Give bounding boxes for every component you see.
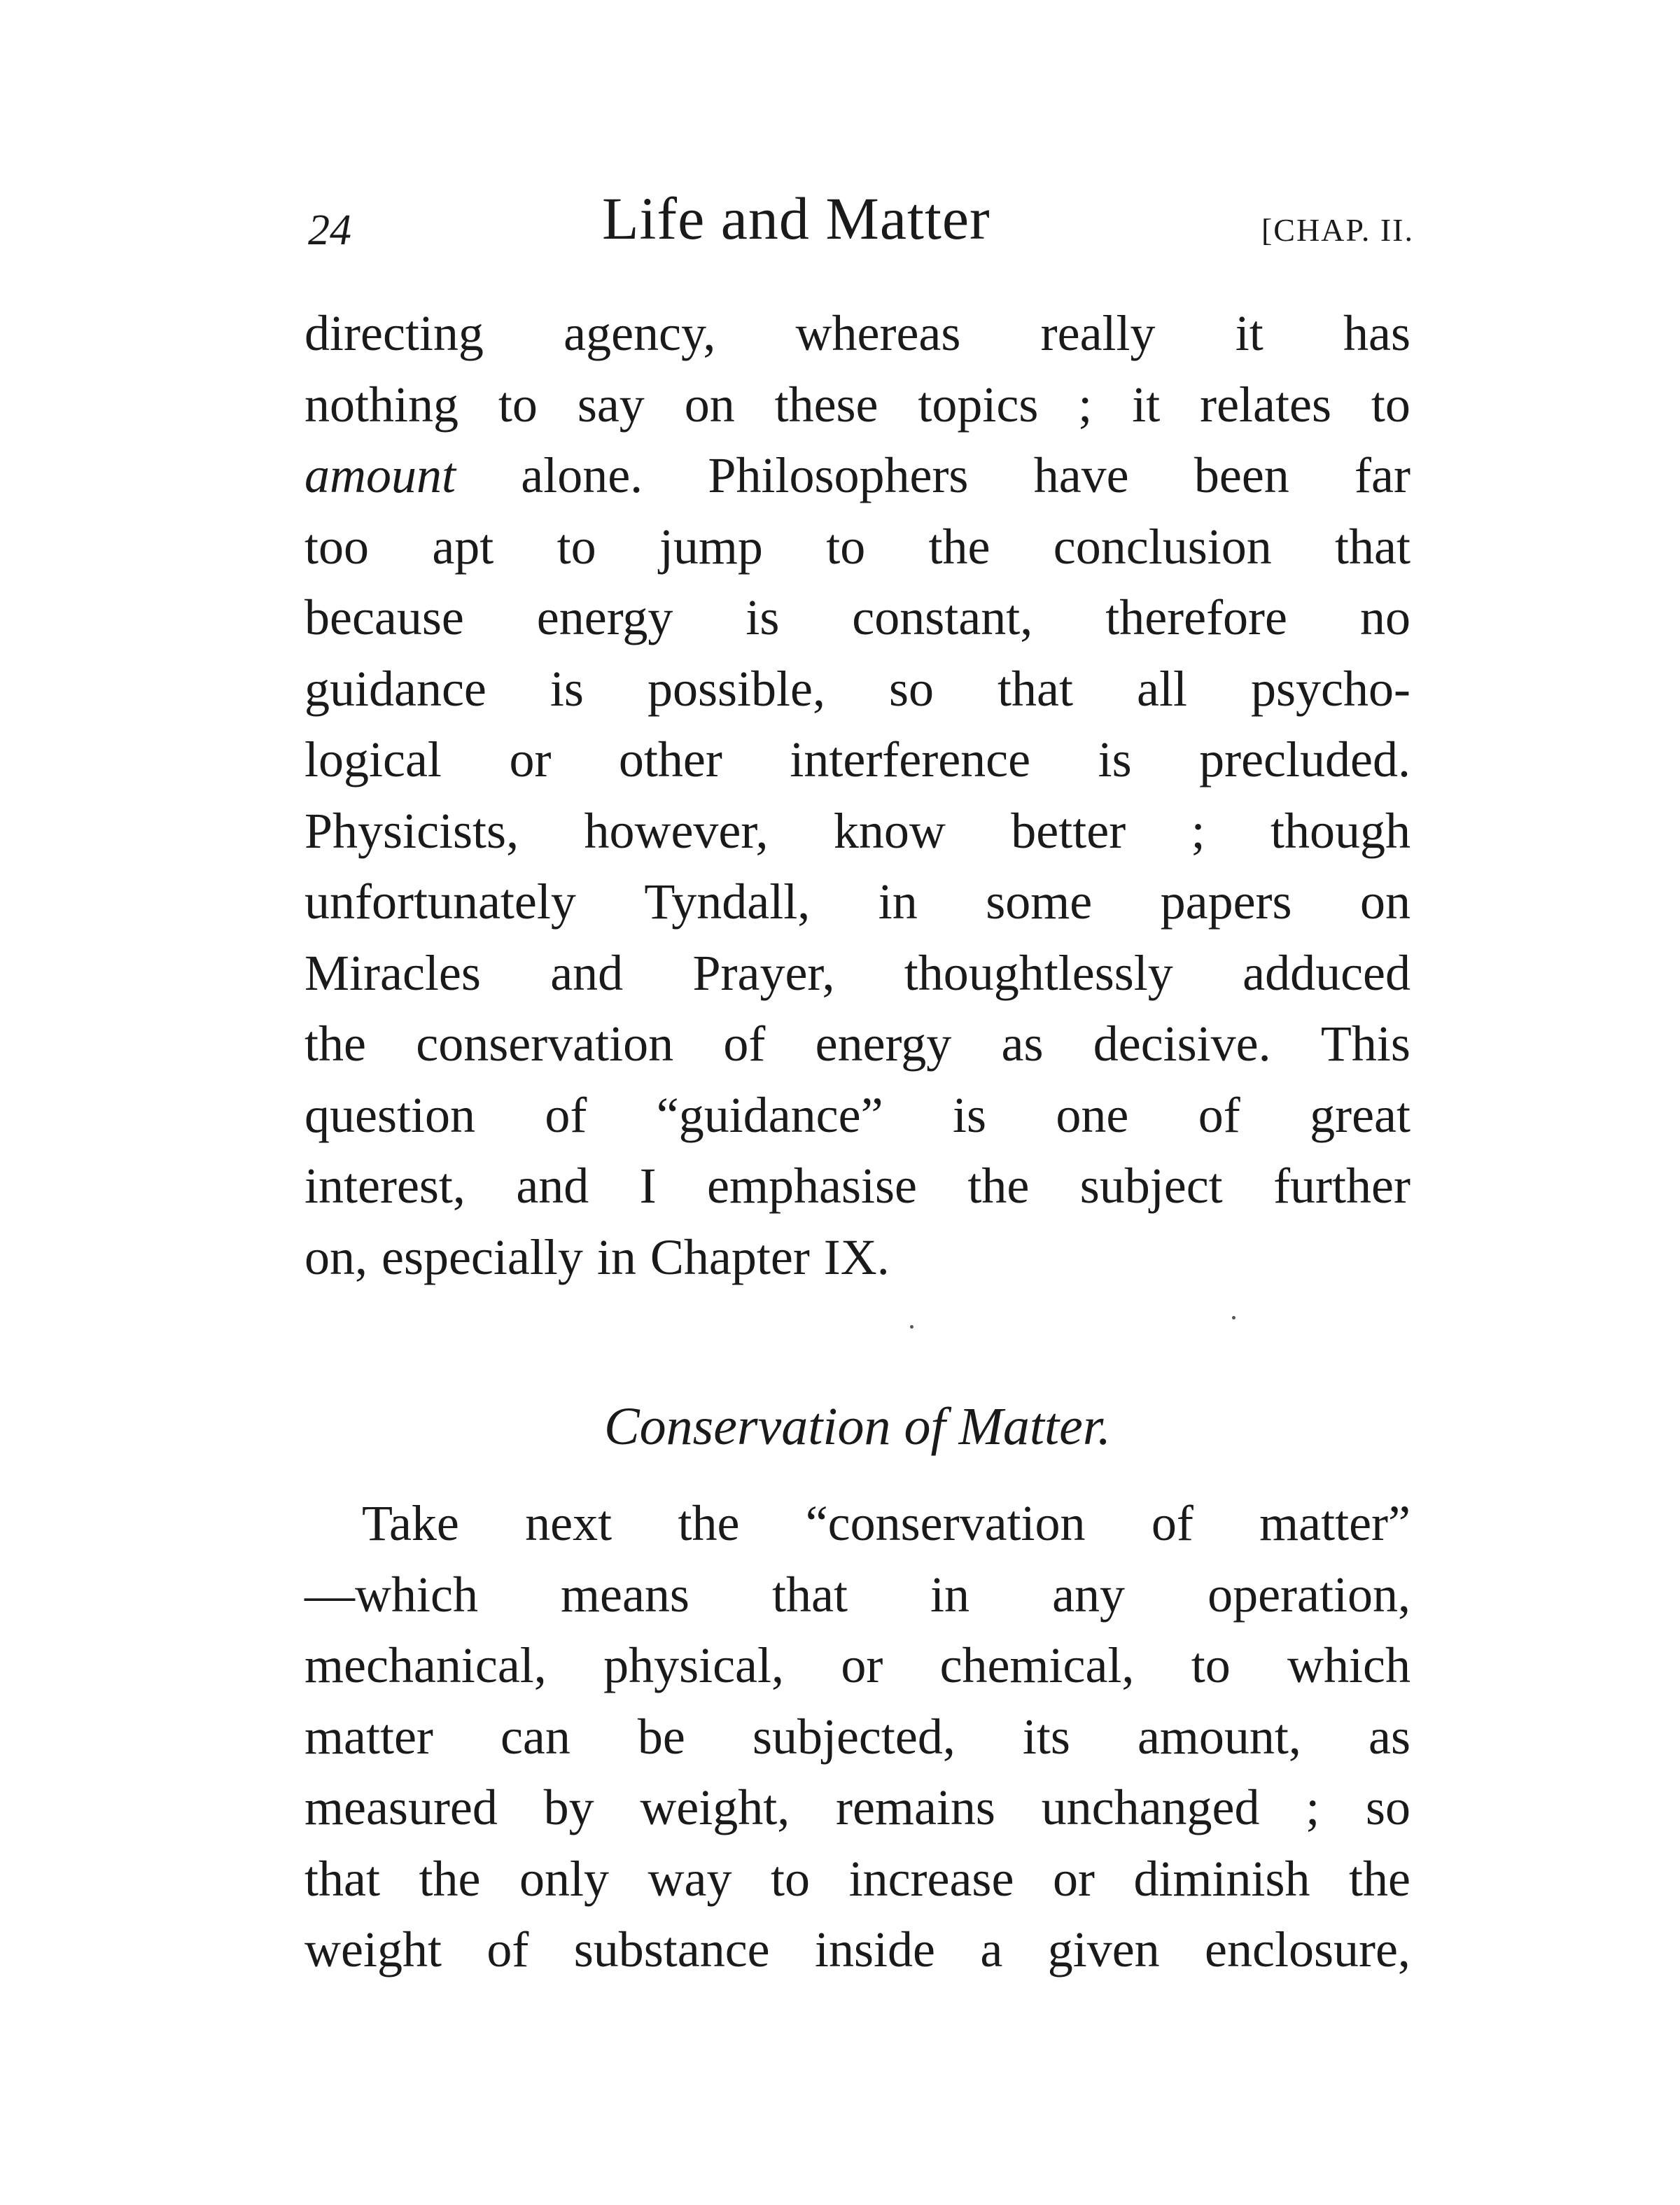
word: or [1052,1850,1095,1907]
word: by [543,1779,594,1835]
word: conclusion [1053,518,1272,575]
word: way [648,1850,732,1907]
word: nothing [304,376,459,433]
word: the [928,518,990,575]
word: energy [536,589,673,645]
word: question [304,1086,475,1143]
word: is [952,1086,986,1143]
text-line [304,589,1410,664]
word: diminish [1133,1850,1310,1907]
text-line [304,305,1410,379]
word: that [772,1566,848,1623]
word: Tyndall, [644,874,811,930]
word: inside [815,1921,935,1977]
word: the [304,1016,366,1072]
word: given [1047,1921,1160,1977]
word: interest, [304,1158,465,1214]
text-line [304,876,1410,948]
word: it [1235,305,1264,361]
word: know [833,802,946,859]
word: matter [304,1708,433,1765]
word: far [1354,447,1410,503]
text-line [304,1637,1410,1712]
word: the [1349,1850,1410,1907]
word: “conservation [805,1495,1086,1551]
word: means [561,1566,690,1623]
word: has [1343,305,1410,361]
text-line [304,447,1410,522]
text-line [304,944,1410,1019]
word: decisive. [1093,1016,1271,1072]
word: Miracles [304,944,481,1001]
word: and [550,944,624,1001]
word: to [1371,376,1410,433]
word: can [500,1708,570,1765]
word: a [980,1921,1003,1977]
word: is [746,589,780,645]
print-speck [910,1325,913,1329]
word: ; [1306,1779,1320,1835]
text-line [304,1495,1410,1569]
word: on [684,376,735,433]
word: other [618,732,722,788]
word: to [771,1850,811,1907]
word: operation, [1208,1566,1410,1623]
word: on [1360,874,1410,930]
paragraph-energy-guidance [304,305,1410,1303]
word: interference [790,732,1031,788]
word: any [1052,1566,1126,1623]
word: or [841,1637,883,1693]
text-line [304,1779,1410,1854]
word: alone. [521,447,643,503]
word: precluded. [1199,732,1410,788]
word: subject [1079,1158,1223,1214]
word: amount [304,447,456,503]
text-line [304,1566,1410,1641]
section-heading: Conservation of Matter. [603,1397,1112,1456]
word: —which [304,1566,478,1623]
word: energy [815,1016,952,1072]
page-number: 24 [308,206,351,254]
word: its [1022,1708,1070,1765]
word: that [997,660,1073,717]
word: and [516,1158,589,1214]
word: guidance [304,660,486,717]
text-line [304,1086,1410,1161]
word: been [1194,447,1289,503]
word: is [1098,732,1132,788]
word: it [1132,376,1161,433]
word: so [888,660,934,717]
word: apt [432,518,494,575]
word: in [878,874,918,930]
word: This [1320,1016,1410,1072]
word: “guidance” [656,1086,883,1143]
word: physical, [603,1637,785,1693]
running-head [308,183,1414,260]
word: or [509,732,552,788]
word: increase [848,1850,1014,1907]
word: be [637,1708,685,1765]
word: all [1137,660,1187,717]
text-line [304,1850,1410,1925]
word: only [519,1850,610,1907]
word: subjected, [752,1708,955,1765]
word: on, [304,1228,368,1285]
word: is [550,660,584,717]
word: topics [918,376,1039,433]
word: I [639,1158,657,1214]
word: constant, [852,589,1033,645]
word: amount, [1137,1708,1301,1765]
word: next [525,1495,612,1551]
word: one [1056,1086,1129,1143]
word: unfortunately [304,874,576,930]
word: have [1033,447,1129,503]
word: whereas [795,305,961,361]
word: therefore [1105,589,1287,645]
word: thoughtlessly [904,944,1173,1001]
word: the [678,1495,740,1551]
word: measured [304,1779,498,1835]
word: Prayer, [692,944,835,1001]
word: of [545,1086,587,1143]
word: logical [304,732,442,788]
word: ; [1078,376,1093,433]
running-title: Life and Matter [602,185,990,252]
word: psycho- [1250,660,1410,717]
word: substance [573,1921,770,1977]
word: directing [304,305,484,361]
word: agency, [564,305,716,361]
word: as [1368,1708,1410,1765]
text-line [304,734,1410,806]
word: weight [304,1921,442,1977]
word: jump [659,518,763,575]
word: however, [584,802,769,859]
word: say [577,376,645,433]
word: remains [836,1779,995,1835]
word: Philosophers [708,447,969,503]
word: ; [1191,802,1205,859]
word: further [1273,1158,1410,1214]
word: better [1011,802,1126,859]
word: to [1191,1637,1231,1693]
word: in [596,1228,636,1285]
word: emphasise [707,1158,917,1214]
word: which [1287,1637,1410,1693]
word: some [986,874,1093,930]
word: mechanical, [304,1637,547,1693]
word: as [1001,1016,1044,1072]
text-line [304,1921,1410,1996]
chapter-reference: [CHAP. II. [1261,212,1414,248]
word: of [1198,1086,1240,1143]
word: weight, [640,1779,790,1835]
word: possible, [647,660,825,717]
word: in [930,1566,970,1623]
word: great [1310,1086,1410,1143]
word: Take [362,1495,459,1551]
word: matter” [1259,1495,1410,1551]
print-speck [1232,1316,1236,1320]
text-line [304,1228,1410,1303]
word: of [723,1016,766,1072]
text-line [304,1708,1410,1783]
word: Physicists, [304,802,519,859]
word: though [1270,802,1410,859]
text-line [304,1158,1410,1232]
word: especially [382,1228,583,1285]
word: the [419,1850,481,1907]
word: Chapter [650,1228,810,1285]
text-line [304,660,1410,735]
word: to [498,376,538,433]
word: conservation [416,1016,674,1072]
word: that [1335,518,1410,575]
word: unchanged [1041,1779,1260,1835]
text-line [304,376,1410,451]
word: these [774,376,878,433]
word: relates [1200,376,1331,433]
word: because [304,589,464,645]
word: papers [1160,874,1292,930]
word: of [1151,1495,1194,1551]
word: the [967,1158,1030,1214]
word: so [1365,1779,1410,1835]
word: adduced [1242,944,1410,1001]
word: IX. [823,1228,890,1285]
word: to [556,518,596,575]
word: no [1359,589,1410,645]
text-line [304,518,1410,593]
word: really [1040,305,1156,361]
word: that [304,1850,380,1907]
text-line [304,802,1410,877]
word: chemical, [939,1637,1135,1693]
word: to [826,518,866,575]
word: enclosure, [1205,1921,1410,1977]
paragraph-conservation-of-matter [304,1495,1410,1996]
word: of [486,1921,529,1977]
word: too [304,518,370,575]
text-line [304,1018,1410,1090]
